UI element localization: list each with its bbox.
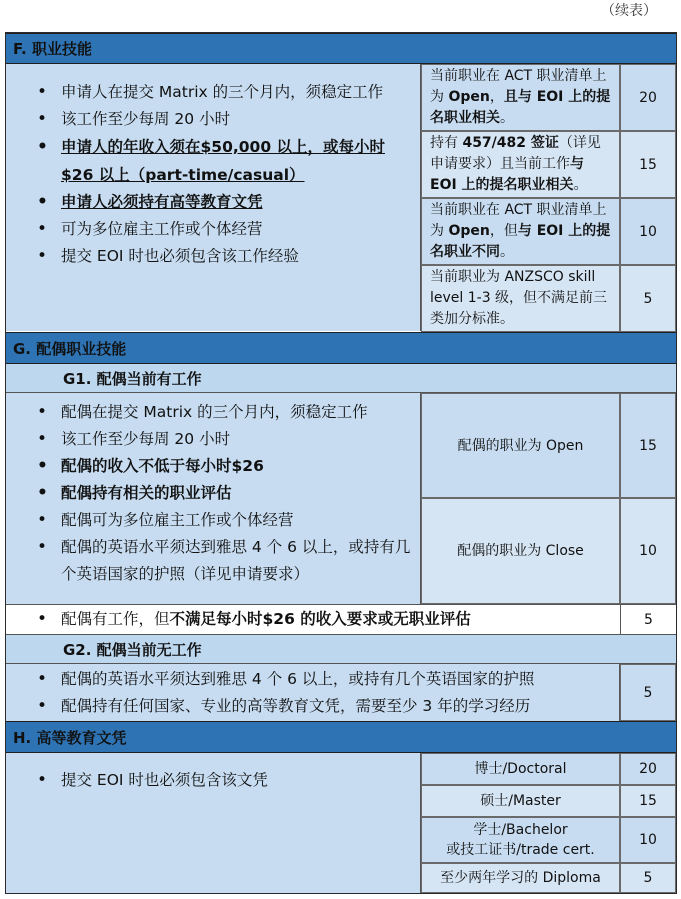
g2-points: 5: [620, 664, 676, 721]
h-degree-master: 硕士/Master: [421, 785, 620, 817]
f2-bold: 与 EOI 上的提名职业相关: [430, 156, 584, 193]
f2-bold: 457/482 签证: [462, 135, 559, 151]
criteria-item: • 配偶的英语水平须达到雅思 4 个 6 以上，或持有几个英语国家的护照: [6, 666, 619, 693]
criteria-item: • 可为多位雇主工作或个体经营: [6, 216, 420, 243]
g1-partial-points: 5: [620, 604, 676, 635]
criteria-item: • 提交 EOI 时也必须包含该文凭: [6, 767, 420, 794]
criteria-item: • 该工作至少每周 20 小时: [6, 106, 420, 133]
f-condition-1: [421, 64, 620, 131]
section-f-criteria: [6, 64, 421, 331]
f-condition-3: [421, 198, 620, 265]
section-f-title: F. 职业技能: [13, 40, 92, 58]
section-f-header: [6, 33, 676, 64]
criteria-item: • 该工作至少每周 20 小时: [6, 426, 420, 453]
g1-occupation-open: 配偶的职业为 Open: [421, 393, 620, 498]
g2-subheader: [6, 635, 676, 664]
section-h-title: H. 高等教育文凭: [13, 728, 127, 747]
section-h-header: [6, 721, 676, 753]
section-h-criteria: [6, 753, 421, 893]
h-degree-bachelor: [421, 817, 620, 863]
g1-partial-row: [6, 604, 620, 635]
f3-bold: Open: [448, 223, 490, 239]
criteria-item-income: [6, 453, 420, 480]
g1-points-open: 15: [620, 393, 676, 498]
criteria-item: • 申请人在提交 Matrix 的三个月内，须稳定工作: [6, 79, 420, 106]
g1-extra-bold: 不满足每小时$26 的收入要求或无职业评估: [169, 610, 471, 628]
criteria-item-english: • 配偶的英语水平须达到雅思 4 个 6 以上，或持有几个英语国家的护照（详见申请要求）: [6, 534, 420, 588]
f-points-3: 10: [620, 198, 676, 265]
h-points-bachelor: 10: [620, 817, 676, 863]
f2-text: （详见申请要求）且当前工作: [430, 135, 601, 172]
criteria-item-degree: • 申请人必须持有高等教育文凭: [6, 189, 420, 216]
f1-text: 。: [500, 110, 514, 126]
g1-assessment-text: 配偶持有相关的职业评估: [61, 484, 232, 502]
f-points-4: 5: [620, 265, 676, 332]
criteria-item-assessment: [6, 480, 420, 507]
f3-bold: 与 EOI 上的提名职业不同: [430, 223, 611, 260]
g1-criteria: [6, 393, 421, 604]
criteria-item: [6, 606, 471, 633]
criteria-item: • 配偶可为多位雇主工作或个体经营: [6, 507, 420, 534]
g1-title: G1. 配偶当前有工作: [63, 369, 202, 388]
h-bachelor-line2: 或技工证书/trade cert.: [446, 842, 595, 858]
continued-label: （续表）: [601, 3, 657, 19]
f1-text: 当前职业在 ACT 职业清单上为: [430, 68, 607, 105]
h-points-diploma: 5: [620, 863, 676, 893]
g1-occupation-close: 配偶的职业为 Close: [421, 498, 620, 604]
criteria-item-income: • 申请人的年收入须在$50,000 以上，或每小时 $26 以上（part-time/casual）: [6, 133, 420, 189]
h-points-master: 15: [620, 785, 676, 817]
f-points-1: 20: [620, 64, 676, 131]
section-g-header: [6, 332, 676, 364]
f-points-2: 15: [620, 131, 676, 198]
f3-text: 。: [500, 244, 514, 260]
g2-title: G2. 配偶当前无工作: [63, 640, 202, 659]
section-g-title: G. 配偶职业技能: [13, 339, 127, 358]
criteria-item: • 配偶在提交 Matrix 的三个月内，须稳定工作: [6, 399, 420, 426]
h-points-doctoral: 20: [620, 753, 676, 785]
h-bachelor-line1: 学士/Bachelor: [473, 822, 568, 838]
g1-subheader: [6, 364, 676, 393]
f-condition-4: [421, 265, 620, 332]
g1-income-text: 配偶的收入不低于每小时$26: [61, 457, 264, 475]
f-condition-2: [421, 131, 620, 198]
f1-text: ，: [489, 89, 504, 105]
criteria-item: • 提交 EOI 时也必须包含该工作经验: [6, 243, 420, 270]
g1-extra-text: 配偶有工作，但: [61, 610, 170, 628]
h-degree-diploma: 至少两年学习的 Diploma: [421, 863, 620, 893]
f3-text: 当前职业在 ACT 职业清单上为: [430, 202, 607, 239]
g2-criteria: [6, 664, 620, 721]
f3-text: ，但: [489, 223, 518, 239]
f1-bold: 且与 EOI 上的提名职业相关: [430, 89, 611, 126]
criteria-item: • 配偶持有任何国家、专业的高等教育文凭，需要至少 3 年的学习经历: [6, 693, 619, 720]
h-degree-doctoral: 博士/Doctoral: [421, 753, 620, 785]
g1-points-close: 10: [620, 498, 676, 604]
f4-text: 当前职业为 ANZSCO skill level 1-3 级，但不满足前三类加分标准。: [430, 269, 608, 327]
f2-text: 持有: [430, 135, 463, 151]
f1-bold: Open: [448, 89, 490, 105]
f2-text: 。: [573, 177, 588, 193]
